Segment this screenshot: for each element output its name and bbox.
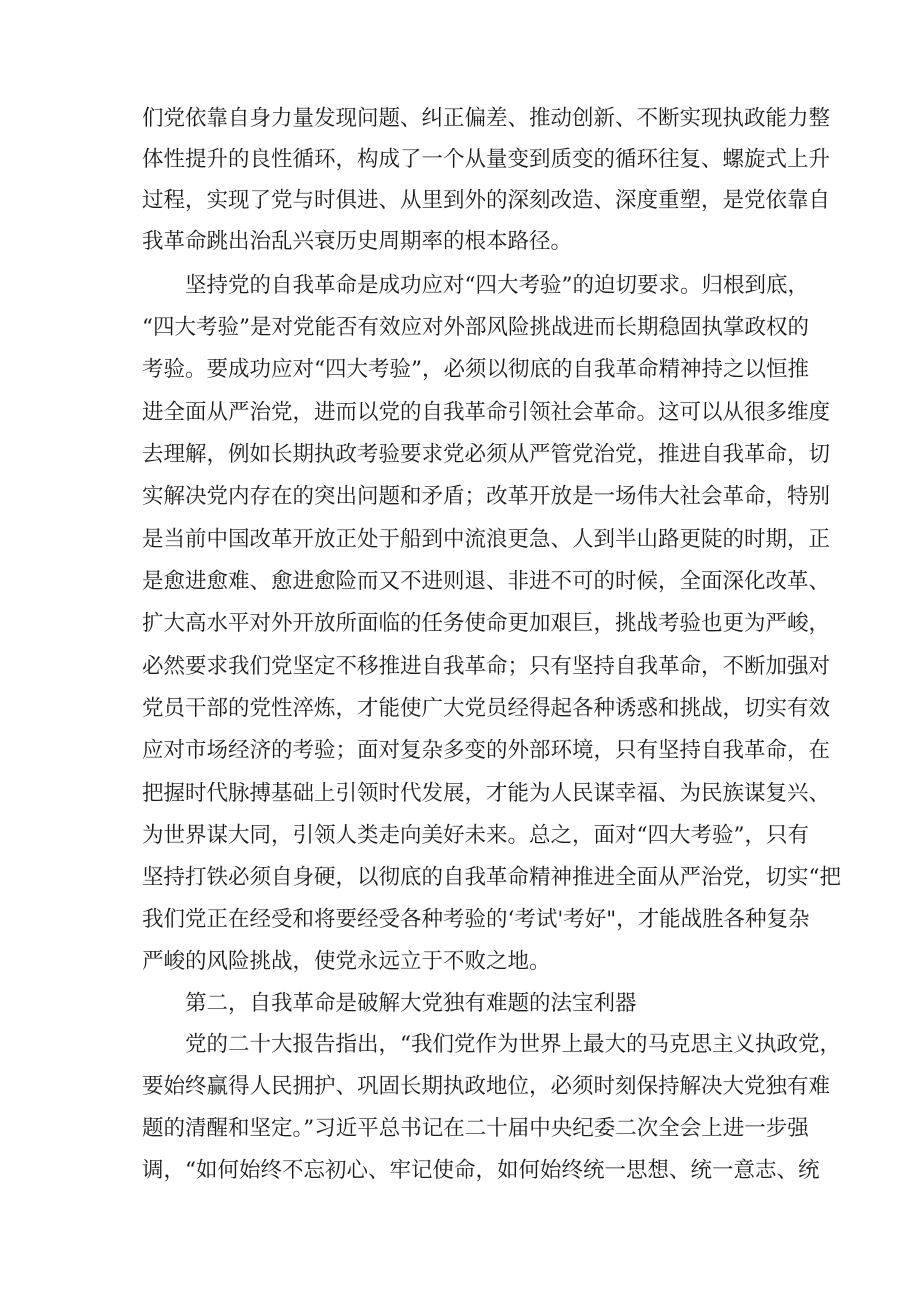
text-line: 把握时代脉搏基础上引领时代发展，才能为人民谋幸福、为民族谋复兴、 — [142, 781, 831, 806]
text-line: 坚持党的自我革命是成功应对“四大考验”的迫切要求。归根到底， — [185, 273, 809, 298]
text-line: 我革命跳出治乱兴衰历史周期率的根本路径。 — [142, 229, 573, 254]
text-line: 坚持打铁必须自身硬，以彻底的自我革命精神推进全面从严治党，切实“把 — [142, 865, 841, 890]
text-line: 要始终赢得人民拥护、巩固长期执政地位，必须时刻保持解决大党独有难 — [142, 1074, 831, 1099]
text-line: 党的二十大报告指出，“我们党作为世界上最大的马克思主义执政党， — [185, 1032, 841, 1057]
text-line: 实解决党内存在的突出问题和矛盾；改革开放是一场伟大社会革命，特别 — [142, 484, 831, 509]
text-line: 是愈进愈难、愈进愈险而又不进则退、非进不可的时候，全面深化改革、 — [142, 569, 831, 594]
text-line: 我们党正在经受和将要经受各种考验的‘考试'考好"，才能战胜各种复杂 — [142, 907, 810, 932]
text-line: 严峻的风险挑战，使党永远立于不败之地。 — [142, 949, 551, 974]
text-line: 必然要求我们党坚定不移推进自我革命；只有坚持自我革命，不断加强对 — [142, 654, 831, 679]
text-line: 过程，实现了党与时俱进、从里到外的深刻改造、深度重塑，是党依靠自 — [142, 188, 831, 213]
text-line: 题的清醒和坚定。”习近平总书记在二十届中央纪委二次全会上进一步强 — [142, 1116, 809, 1141]
text-line: 体性提升的良性循环，构成了一个从量变到质变的循环往复、螺旋式上升 — [142, 147, 831, 172]
text-line: “四大考验”是对党能否有效应对外部风险挑战进而长期稳固执掌政权的 — [142, 315, 809, 340]
text-line: 应对市场经济的考验；面对复杂多变的外部环境，只有坚持自我革命，在 — [142, 738, 831, 763]
text-line: 调，“如何始终不忘初心、牢记使命，如何始终统一思想、统一意志、统 — [142, 1158, 820, 1183]
text-line: 去理解，例如长期执政考验要求党必须从严管党治党，推进自我革命，切 — [142, 442, 831, 467]
text-line: 们党依靠自身力量发现问题、纠正偏差、推动创新、不断实现执政能力整 — [142, 106, 831, 131]
text-line: 为世界谋大同，引领人类走向美好未来。总之，面对“四大考验”，只有 — [142, 823, 809, 848]
text-line: 是当前中国改革开放正处于船到中流浪更急、人到半山路更陡的时期，正 — [142, 527, 831, 552]
text-line: 扩大高水平对外开放所面临的任务使命更加艰巨，挑战考验也更为严峻， — [142, 611, 831, 636]
heading-line: 第二，自我革命是破解大党独有难题的法宝利器 — [185, 991, 637, 1016]
text-line: 考验。要成功应对“四大考验”，必须以彻底的自我革命精神持之以恒推 — [142, 357, 809, 382]
text-line: 党员干部的党性淬炼，才能使广大党员经得起各种诱惑和挑战，切实有效 — [142, 696, 831, 721]
text-line: 进全面从严治党，进而以党的自我革命引领社会革命。这可以从很多维度 — [142, 400, 831, 425]
